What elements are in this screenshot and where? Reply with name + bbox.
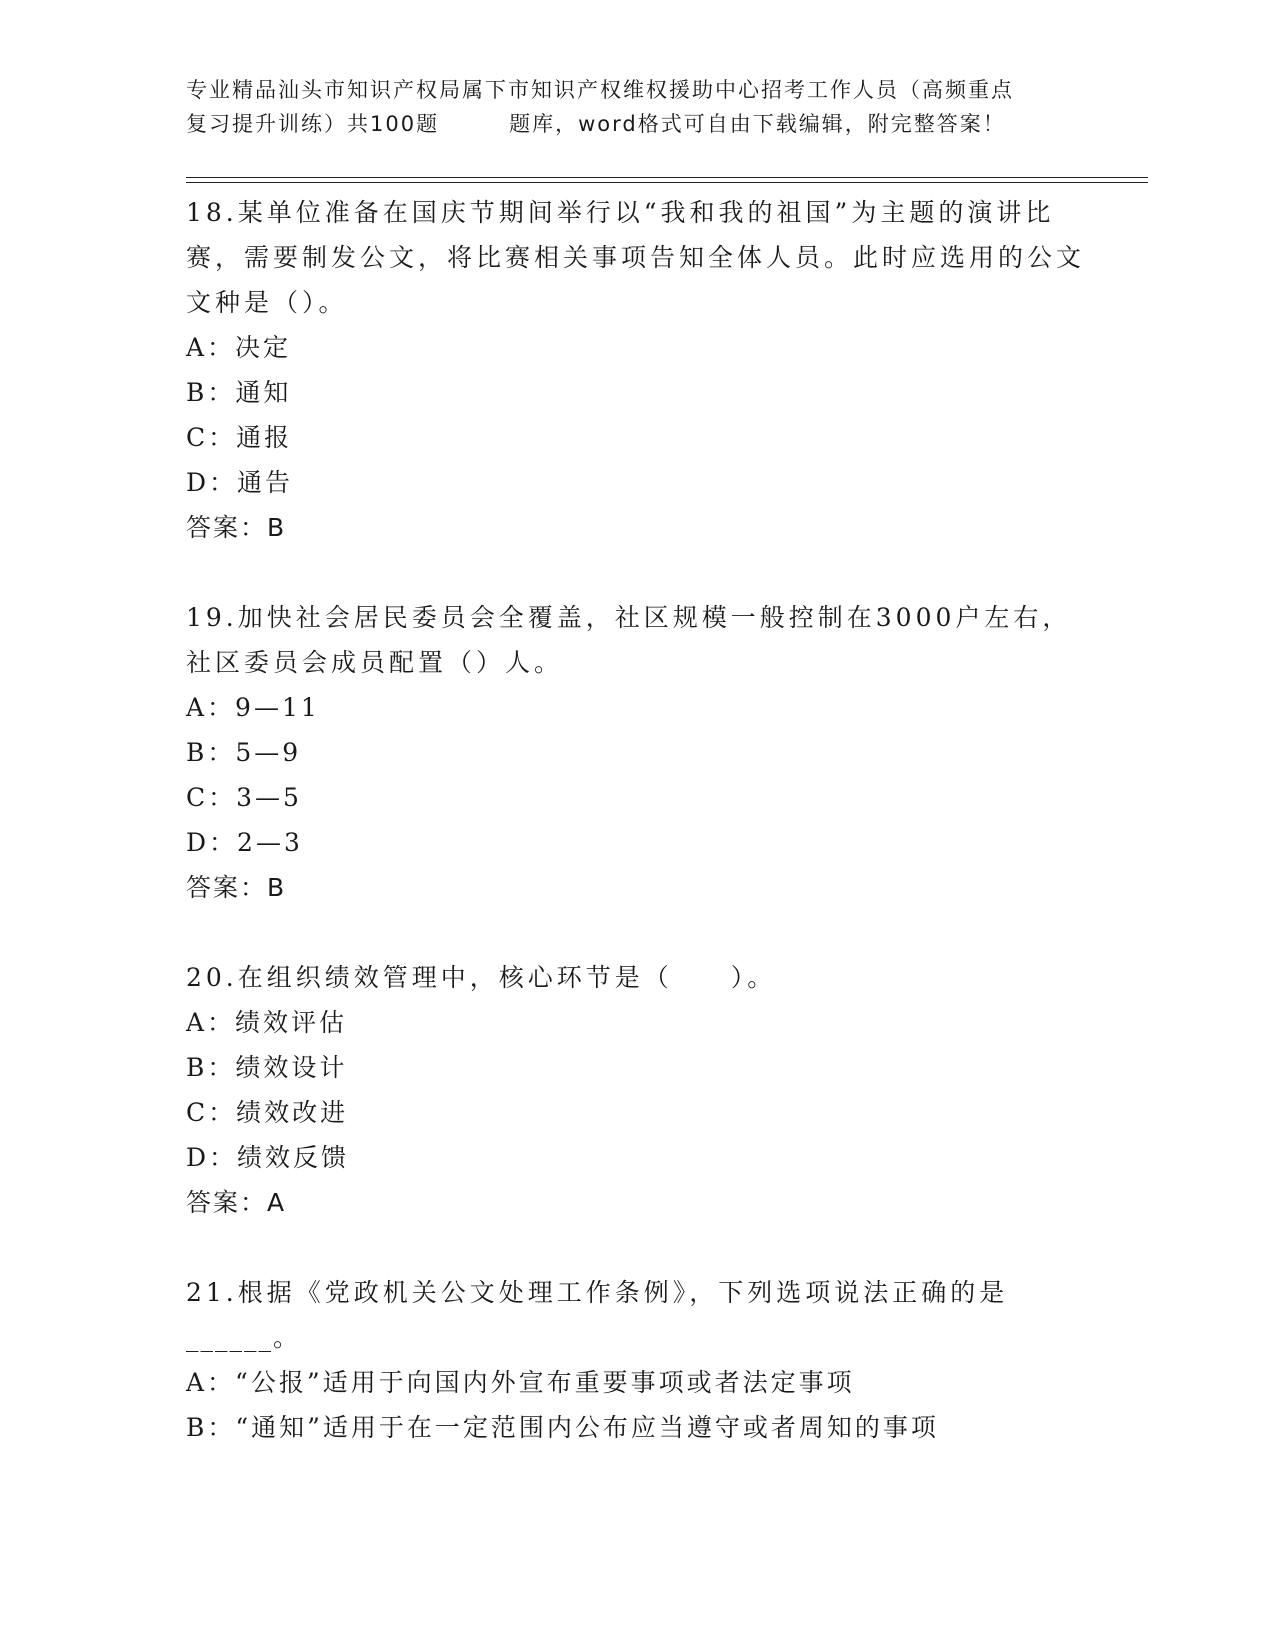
question-21 — [186, 1270, 1086, 1450]
option-c: C：绩效改进 — [186, 1098, 349, 1127]
option-d: D：通告 — [186, 468, 294, 497]
header-title-line-2-left: 复习提升训练）共100题 — [186, 112, 440, 136]
question-stem: 18.某单位准备在国庆节期间举行以“我和我的祖国”为主题的演讲比赛，需要制发公文，将比赛相关事项告知全体人员。此时应选用的公文文种是（）。 — [186, 198, 1086, 317]
option-b: B：通知 — [186, 378, 292, 407]
option-a: A：“公报”适用于向国内外宣布重要事项或者法定事项 — [186, 1368, 855, 1397]
question-list — [186, 190, 1086, 1495]
option-a: A：9—11 — [186, 693, 320, 722]
header-divider-top — [186, 177, 1148, 178]
document-header — [186, 73, 1086, 141]
option-d: D：绩效反馈 — [186, 1143, 350, 1172]
question-stem-blank: ______。 — [186, 1323, 301, 1352]
option-c: C：通报 — [186, 423, 293, 452]
header-divider-bottom — [186, 182, 1148, 183]
option-d: D：2—3 — [186, 828, 303, 857]
question-19 — [186, 595, 1086, 910]
question-20 — [186, 955, 1086, 1225]
option-b: B：“通知”适用于在一定范围内公布应当遵守或者周知的事项 — [186, 1413, 939, 1442]
option-a: A：绩效评估 — [186, 1008, 348, 1037]
option-a: A：决定 — [186, 333, 292, 362]
option-b: B：5—9 — [186, 738, 302, 767]
question-18 — [186, 190, 1086, 550]
answer-line: 答案：B — [186, 873, 287, 902]
answer-line: 答案：A — [186, 1188, 287, 1217]
question-stem: 19.加快社会居民委员会全覆盖，社区规模一般控制在3000户左右，社区委员会成员配置（）人。 — [186, 603, 1072, 677]
option-c: C：3—5 — [186, 783, 302, 812]
header-title-line-1: 专业精品汕头市知识产权局属下市知识产权维权援助中心招考工作人员（高频重点 — [186, 78, 1014, 102]
question-stem: 21.根据《党政机关公文处理工作条例》，下列选项说法正确的是 — [186, 1278, 1009, 1307]
question-stem: 20.在组织绩效管理中，核心环节是（ ）。 — [186, 963, 777, 992]
header-title-line-2-right: 题库，word格式可自由下载编辑，附完整答案！ — [509, 112, 1006, 136]
option-b: B：绩效设计 — [186, 1053, 348, 1082]
header-title-line-2 — [186, 107, 1086, 141]
answer-line: 答案：B — [186, 513, 287, 542]
